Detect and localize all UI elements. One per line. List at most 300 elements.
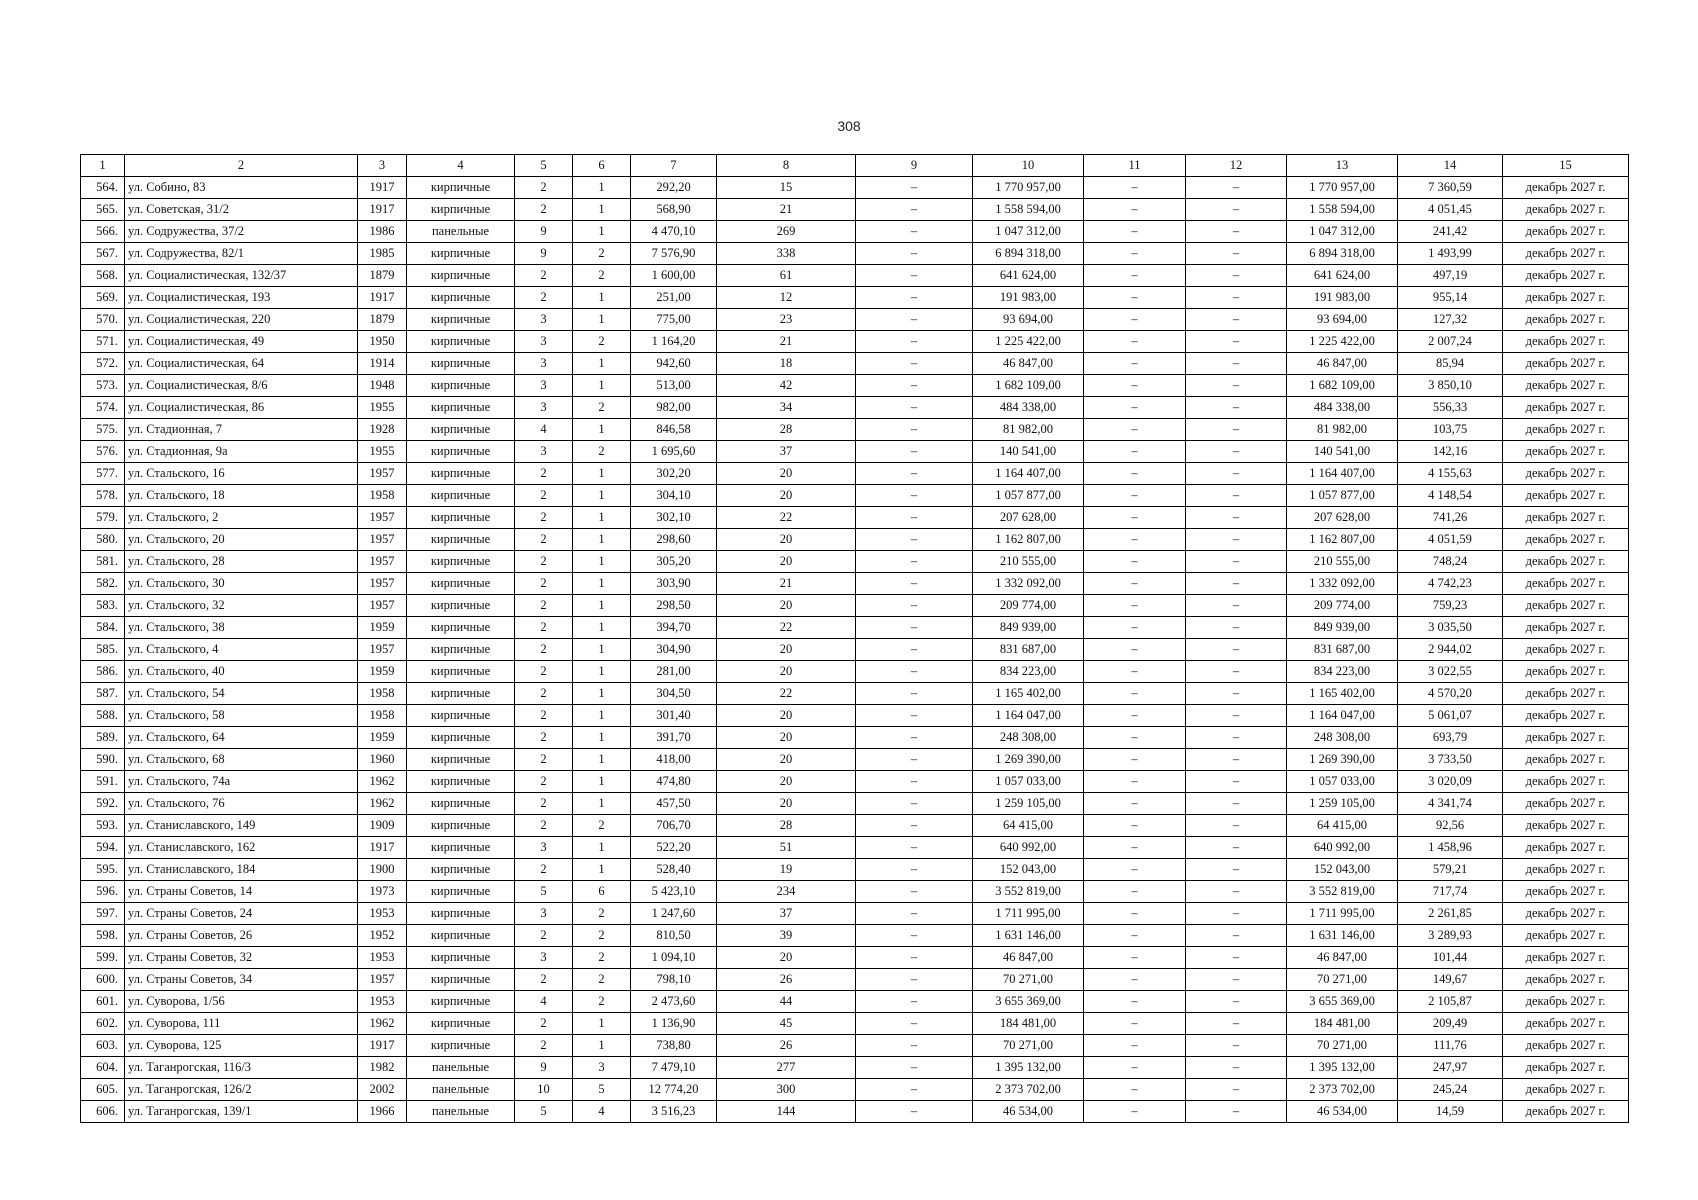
- table-cell-col-6: 1: [573, 771, 631, 793]
- table-cell-col-4: кирпичные: [407, 705, 515, 727]
- table-cell-col-1: 589.: [81, 727, 125, 749]
- table-cell-col-12: –: [1186, 1079, 1287, 1101]
- table-cell-col-13: 191 983,00: [1287, 287, 1398, 309]
- table-cell-col-12: –: [1186, 551, 1287, 573]
- table-cell-col-4: кирпичные: [407, 463, 515, 485]
- table-cell-col-15: декабрь 2027 г.: [1503, 705, 1629, 727]
- table-cell-col-14: 101,44: [1398, 947, 1503, 969]
- table-cell-col-12: –: [1186, 991, 1287, 1013]
- column-header-6: 6: [573, 155, 631, 177]
- table-cell-col-6: 1: [573, 287, 631, 309]
- table-cell-col-3: 1962: [358, 771, 407, 793]
- table-cell-col-8: 20: [717, 551, 856, 573]
- table-cell-col-8: 269: [717, 221, 856, 243]
- table-cell-col-12: –: [1186, 331, 1287, 353]
- table-cell-col-2: ул. Страны Советов, 26: [125, 925, 358, 947]
- table-cell-col-12: –: [1186, 815, 1287, 837]
- table-cell-col-8: 61: [717, 265, 856, 287]
- table-cell-col-6: 1: [573, 837, 631, 859]
- table-cell-col-2: ул. Стальского, 16: [125, 463, 358, 485]
- table-cell-col-12: –: [1186, 485, 1287, 507]
- table-cell-col-4: кирпичные: [407, 199, 515, 221]
- table-cell-col-7: 2 473,60: [631, 991, 717, 1013]
- table-cell-col-5: 3: [515, 309, 573, 331]
- table-cell-col-1: 587.: [81, 683, 125, 705]
- table-cell-col-4: кирпичные: [407, 1035, 515, 1057]
- table-cell-col-3: 1955: [358, 441, 407, 463]
- table-cell-col-14: 1 493,99: [1398, 243, 1503, 265]
- table-cell-col-4: кирпичные: [407, 529, 515, 551]
- table-cell-col-3: 1957: [358, 573, 407, 595]
- table-cell-col-15: декабрь 2027 г.: [1503, 463, 1629, 485]
- table-row: [81, 463, 1629, 485]
- table-cell-col-1: 597.: [81, 903, 125, 925]
- table-cell-col-11: –: [1084, 815, 1186, 837]
- table-cell-col-2: ул. Стальского, 38: [125, 617, 358, 639]
- table-row: [81, 375, 1629, 397]
- table-cell-col-15: декабрь 2027 г.: [1503, 859, 1629, 881]
- table-cell-col-2: ул. Содружества, 37/2: [125, 221, 358, 243]
- table-cell-col-4: панельные: [407, 1101, 515, 1123]
- table-cell-col-13: 248 308,00: [1287, 727, 1398, 749]
- table-cell-col-4: кирпичные: [407, 309, 515, 331]
- table-cell-col-6: 1: [573, 683, 631, 705]
- table-cell-col-15: декабрь 2027 г.: [1503, 925, 1629, 947]
- table-cell-col-7: 5 423,10: [631, 881, 717, 903]
- table-cell-col-10: 834 223,00: [973, 661, 1084, 683]
- table-cell-col-4: кирпичные: [407, 991, 515, 1013]
- table-cell-col-7: 528,40: [631, 859, 717, 881]
- table-cell-col-12: –: [1186, 441, 1287, 463]
- table-cell-col-9: –: [856, 441, 973, 463]
- table-cell-col-9: –: [856, 595, 973, 617]
- table-cell-col-15: декабрь 2027 г.: [1503, 947, 1629, 969]
- table-cell-col-4: кирпичные: [407, 353, 515, 375]
- table-cell-col-10: 3 655 369,00: [973, 991, 1084, 1013]
- table-cell-col-7: 12 774,20: [631, 1079, 717, 1101]
- table-cell-col-13: 1 162 807,00: [1287, 529, 1398, 551]
- table-cell-col-5: 2: [515, 815, 573, 837]
- table-cell-col-2: ул. Страны Советов, 24: [125, 903, 358, 925]
- table-cell-col-2: ул. Стадионная, 7: [125, 419, 358, 441]
- table-cell-col-1: 575.: [81, 419, 125, 441]
- table-cell-col-1: 586.: [81, 661, 125, 683]
- table-cell-col-9: –: [856, 639, 973, 661]
- table-row: [81, 353, 1629, 375]
- table-cell-col-15: декабрь 2027 г.: [1503, 815, 1629, 837]
- table-cell-col-8: 18: [717, 353, 856, 375]
- table-cell-col-13: 641 624,00: [1287, 265, 1398, 287]
- table-cell-col-8: 28: [717, 419, 856, 441]
- table-cell-col-2: ул. Социалистическая, 86: [125, 397, 358, 419]
- table-cell-col-14: 4 155,63: [1398, 463, 1503, 485]
- table-cell-col-15: декабрь 2027 г.: [1503, 639, 1629, 661]
- table-cell-col-8: 144: [717, 1101, 856, 1123]
- table-cell-col-15: декабрь 2027 г.: [1503, 749, 1629, 771]
- table-cell-col-15: декабрь 2027 г.: [1503, 529, 1629, 551]
- table-cell-col-9: –: [856, 1079, 973, 1101]
- table-cell-col-13: 1 165 402,00: [1287, 683, 1398, 705]
- table-cell-col-10: 1 259 105,00: [973, 793, 1084, 815]
- table-cell-col-9: –: [856, 837, 973, 859]
- table-cell-col-8: 20: [717, 947, 856, 969]
- table-cell-col-3: 1985: [358, 243, 407, 265]
- table-cell-col-15: декабрь 2027 г.: [1503, 617, 1629, 639]
- table-row: [81, 287, 1629, 309]
- column-header-8: 8: [717, 155, 856, 177]
- table-cell-col-9: –: [856, 529, 973, 551]
- table-cell-col-1: 569.: [81, 287, 125, 309]
- table-cell-col-11: –: [1084, 529, 1186, 551]
- table-cell-col-11: –: [1084, 331, 1186, 353]
- table-cell-col-4: кирпичные: [407, 859, 515, 881]
- table-cell-col-8: 51: [717, 837, 856, 859]
- table-cell-col-10: 1 770 957,00: [973, 177, 1084, 199]
- table-cell-col-3: 1955: [358, 397, 407, 419]
- table-cell-col-11: –: [1084, 793, 1186, 815]
- table-cell-col-14: 4 570,20: [1398, 683, 1503, 705]
- table-cell-col-14: 245,24: [1398, 1079, 1503, 1101]
- table-cell-col-5: 2: [515, 705, 573, 727]
- table-cell-col-3: 1917: [358, 177, 407, 199]
- table-cell-col-5: 2: [515, 749, 573, 771]
- table-cell-col-1: 564.: [81, 177, 125, 199]
- table-cell-col-8: 37: [717, 903, 856, 925]
- table-cell-col-10: 1 047 312,00: [973, 221, 1084, 243]
- table-cell-col-13: 210 555,00: [1287, 551, 1398, 573]
- table-cell-col-10: 2 373 702,00: [973, 1079, 1084, 1101]
- table-cell-col-2: ул. Станиславского, 162: [125, 837, 358, 859]
- table-cell-col-13: 140 541,00: [1287, 441, 1398, 463]
- table-cell-col-15: декабрь 2027 г.: [1503, 573, 1629, 595]
- table-row: [81, 573, 1629, 595]
- table-cell-col-15: декабрь 2027 г.: [1503, 507, 1629, 529]
- table-cell-col-12: –: [1186, 507, 1287, 529]
- table-cell-col-1: 599.: [81, 947, 125, 969]
- table-cell-col-4: панельные: [407, 1057, 515, 1079]
- table-cell-col-8: 26: [717, 1035, 856, 1057]
- table-cell-col-7: 942,60: [631, 353, 717, 375]
- table-row: [81, 661, 1629, 683]
- table-cell-col-7: 394,70: [631, 617, 717, 639]
- table-cell-col-2: ул. Таганрогская, 139/1: [125, 1101, 358, 1123]
- table-cell-col-4: кирпичные: [407, 969, 515, 991]
- table-cell-col-4: кирпичные: [407, 573, 515, 595]
- table-cell-col-6: 2: [573, 925, 631, 947]
- table-cell-col-10: 1 631 146,00: [973, 925, 1084, 947]
- table-cell-col-6: 1: [573, 375, 631, 397]
- table-cell-col-14: 579,21: [1398, 859, 1503, 881]
- table-cell-col-13: 1 269 390,00: [1287, 749, 1398, 771]
- table-cell-col-11: –: [1084, 969, 1186, 991]
- table-cell-col-3: 1879: [358, 265, 407, 287]
- table-cell-col-9: –: [856, 749, 973, 771]
- table-cell-col-7: 7 479,10: [631, 1057, 717, 1079]
- table-cell-col-15: декабрь 2027 г.: [1503, 551, 1629, 573]
- table-cell-col-4: кирпичные: [407, 265, 515, 287]
- table-cell-col-13: 81 982,00: [1287, 419, 1398, 441]
- table-cell-col-13: 93 694,00: [1287, 309, 1398, 331]
- table-cell-col-15: декабрь 2027 г.: [1503, 771, 1629, 793]
- table-cell-col-2: ул. Стальского, 74а: [125, 771, 358, 793]
- table-cell-col-4: панельные: [407, 1079, 515, 1101]
- table-cell-col-7: 1 247,60: [631, 903, 717, 925]
- table-cell-col-11: –: [1084, 551, 1186, 573]
- table-cell-col-4: кирпичные: [407, 881, 515, 903]
- table-cell-col-2: ул. Стальского, 20: [125, 529, 358, 551]
- table-cell-col-4: кирпичные: [407, 507, 515, 529]
- table-cell-col-15: декабрь 2027 г.: [1503, 969, 1629, 991]
- table-cell-col-6: 1: [573, 793, 631, 815]
- table-cell-col-14: 111,76: [1398, 1035, 1503, 1057]
- table-cell-col-12: –: [1186, 837, 1287, 859]
- table-cell-col-14: 3 850,10: [1398, 375, 1503, 397]
- table-cell-col-9: –: [856, 573, 973, 595]
- table-cell-col-14: 4 148,54: [1398, 485, 1503, 507]
- table-cell-col-13: 1 631 146,00: [1287, 925, 1398, 947]
- table-cell-col-2: ул. Собино, 83: [125, 177, 358, 199]
- table-cell-col-15: декабрь 2027 г.: [1503, 1035, 1629, 1057]
- table-cell-col-2: ул. Суворова, 125: [125, 1035, 358, 1057]
- table-cell-col-7: 298,50: [631, 595, 717, 617]
- table-cell-col-15: декабрь 2027 г.: [1503, 595, 1629, 617]
- table-cell-col-12: –: [1186, 771, 1287, 793]
- table-cell-col-10: 209 774,00: [973, 595, 1084, 617]
- table-cell-col-9: –: [856, 705, 973, 727]
- table-cell-col-7: 738,80: [631, 1035, 717, 1057]
- table-cell-col-5: 2: [515, 529, 573, 551]
- table-cell-col-12: –: [1186, 375, 1287, 397]
- table-cell-col-12: –: [1186, 705, 1287, 727]
- table-cell-col-10: 1 164 407,00: [973, 463, 1084, 485]
- table-row: [81, 1079, 1629, 1101]
- table-cell-col-7: 513,00: [631, 375, 717, 397]
- table-cell-col-11: –: [1084, 683, 1186, 705]
- table-cell-col-3: 1879: [358, 309, 407, 331]
- table-row: [81, 705, 1629, 727]
- table-cell-col-11: –: [1084, 1057, 1186, 1079]
- table-cell-col-14: 759,23: [1398, 595, 1503, 617]
- table-cell-col-9: –: [856, 1057, 973, 1079]
- table-cell-col-9: –: [856, 617, 973, 639]
- table-cell-col-11: –: [1084, 1079, 1186, 1101]
- table-cell-col-4: кирпичные: [407, 441, 515, 463]
- table-cell-col-5: 2: [515, 859, 573, 881]
- table-cell-col-14: 241,42: [1398, 221, 1503, 243]
- table-cell-col-8: 37: [717, 441, 856, 463]
- table-cell-col-2: ул. Стальского, 18: [125, 485, 358, 507]
- table-cell-col-2: ул. Стальского, 2: [125, 507, 358, 529]
- table-cell-col-11: –: [1084, 1101, 1186, 1123]
- table-cell-col-5: 2: [515, 485, 573, 507]
- table-cell-col-11: –: [1084, 617, 1186, 639]
- table-cell-col-13: 1 057 877,00: [1287, 485, 1398, 507]
- table-cell-col-15: декабрь 2027 г.: [1503, 1057, 1629, 1079]
- table-cell-col-7: 1 600,00: [631, 265, 717, 287]
- table-cell-col-9: –: [856, 771, 973, 793]
- table-cell-col-4: кирпичные: [407, 287, 515, 309]
- column-header-5: 5: [515, 155, 573, 177]
- table-cell-col-8: 15: [717, 177, 856, 199]
- table-row: [81, 551, 1629, 573]
- table-cell-col-1: 581.: [81, 551, 125, 573]
- table-cell-col-2: ул. Социалистическая, 220: [125, 309, 358, 331]
- table-row: [81, 771, 1629, 793]
- table-row: [81, 595, 1629, 617]
- table-row: [81, 683, 1629, 705]
- table-cell-col-2: ул. Стадионная, 9а: [125, 441, 358, 463]
- table-cell-col-13: 1 225 422,00: [1287, 331, 1398, 353]
- table-cell-col-7: 1 094,10: [631, 947, 717, 969]
- table-cell-col-3: 1953: [358, 947, 407, 969]
- table-cell-col-3: 1957: [358, 463, 407, 485]
- table-cell-col-5: 2: [515, 199, 573, 221]
- column-header-1: 1: [81, 155, 125, 177]
- table-cell-col-10: 640 992,00: [973, 837, 1084, 859]
- table-cell-col-11: –: [1084, 573, 1186, 595]
- table-cell-col-3: 1959: [358, 727, 407, 749]
- table-row: [81, 837, 1629, 859]
- column-header-11: 11: [1084, 155, 1186, 177]
- table-cell-col-2: ул. Социалистическая, 193: [125, 287, 358, 309]
- table-row: [81, 969, 1629, 991]
- table-cell-col-6: 1: [573, 463, 631, 485]
- table-cell-col-15: декабрь 2027 г.: [1503, 243, 1629, 265]
- table-cell-col-4: кирпичные: [407, 793, 515, 815]
- table-cell-col-10: 484 338,00: [973, 397, 1084, 419]
- table-cell-col-6: 1: [573, 507, 631, 529]
- table-cell-col-7: 304,90: [631, 639, 717, 661]
- table-cell-col-7: 775,00: [631, 309, 717, 331]
- table-cell-col-5: 2: [515, 287, 573, 309]
- table-cell-col-8: 20: [717, 749, 856, 771]
- table-cell-col-3: 2002: [358, 1079, 407, 1101]
- table-cell-col-8: 20: [717, 661, 856, 683]
- column-header-12: 12: [1186, 155, 1287, 177]
- table-cell-col-8: 19: [717, 859, 856, 881]
- table-cell-col-14: 7 360,59: [1398, 177, 1503, 199]
- table-cell-col-4: кирпичные: [407, 683, 515, 705]
- table-cell-col-13: 184 481,00: [1287, 1013, 1398, 1035]
- table-cell-col-1: 567.: [81, 243, 125, 265]
- table-cell-col-2: ул. Таганрогская, 126/2: [125, 1079, 358, 1101]
- table-cell-col-14: 2 105,87: [1398, 991, 1503, 1013]
- column-header-10: 10: [973, 155, 1084, 177]
- table-cell-col-12: –: [1186, 925, 1287, 947]
- table-cell-col-1: 605.: [81, 1079, 125, 1101]
- table-cell-col-4: кирпичные: [407, 243, 515, 265]
- table-cell-col-1: 598.: [81, 925, 125, 947]
- table-cell-col-8: 234: [717, 881, 856, 903]
- table-cell-col-13: 46 847,00: [1287, 947, 1398, 969]
- table-cell-col-6: 1: [573, 573, 631, 595]
- table-cell-col-1: 568.: [81, 265, 125, 287]
- table-cell-col-9: –: [856, 243, 973, 265]
- table-cell-col-6: 5: [573, 1079, 631, 1101]
- table-cell-col-1: 578.: [81, 485, 125, 507]
- table-row: [81, 485, 1629, 507]
- table-cell-col-7: 418,00: [631, 749, 717, 771]
- table-cell-col-9: –: [856, 485, 973, 507]
- table-cell-col-2: ул. Стальского, 30: [125, 573, 358, 595]
- table-cell-col-6: 2: [573, 903, 631, 925]
- table-cell-col-1: 577.: [81, 463, 125, 485]
- table-cell-col-10: 1 057 877,00: [973, 485, 1084, 507]
- table-cell-col-5: 9: [515, 221, 573, 243]
- table-cell-col-7: 302,10: [631, 507, 717, 529]
- table-cell-col-10: 46 847,00: [973, 947, 1084, 969]
- table-cell-col-3: 1917: [358, 287, 407, 309]
- table-cell-col-2: ул. Стальского, 4: [125, 639, 358, 661]
- table-cell-col-12: –: [1186, 727, 1287, 749]
- table-cell-col-4: кирпичные: [407, 375, 515, 397]
- table-cell-col-14: 103,75: [1398, 419, 1503, 441]
- table-row: [81, 881, 1629, 903]
- table-cell-col-7: 846,58: [631, 419, 717, 441]
- table-cell-col-9: –: [856, 287, 973, 309]
- table-cell-col-6: 1: [573, 1035, 631, 1057]
- table-cell-col-4: кирпичные: [407, 419, 515, 441]
- table-cell-col-5: 2: [515, 265, 573, 287]
- table-cell-col-6: 2: [573, 441, 631, 463]
- table-cell-col-7: 7 576,90: [631, 243, 717, 265]
- table-cell-col-14: 3 035,50: [1398, 617, 1503, 639]
- table-cell-col-5: 3: [515, 397, 573, 419]
- table-cell-col-13: 209 774,00: [1287, 595, 1398, 617]
- table-cell-col-14: 2 007,24: [1398, 331, 1503, 353]
- table-cell-col-2: ул. Социалистическая, 8/6: [125, 375, 358, 397]
- table-cell-col-8: 338: [717, 243, 856, 265]
- table-row: [81, 1101, 1629, 1123]
- table-cell-col-12: –: [1186, 1035, 1287, 1057]
- table-cell-col-15: декабрь 2027 г.: [1503, 881, 1629, 903]
- table-cell-col-14: 92,56: [1398, 815, 1503, 837]
- table-row: [81, 639, 1629, 661]
- table-cell-col-3: 1958: [358, 683, 407, 705]
- table-cell-col-3: 1948: [358, 375, 407, 397]
- table-cell-col-4: кирпичные: [407, 485, 515, 507]
- table-cell-col-14: 149,67: [1398, 969, 1503, 991]
- table-row: [81, 397, 1629, 419]
- table-cell-col-3: 1953: [358, 991, 407, 1013]
- column-header-2: 2: [125, 155, 358, 177]
- table-cell-col-12: –: [1186, 749, 1287, 771]
- table-cell-col-6: 1: [573, 859, 631, 881]
- table-cell-col-10: 64 415,00: [973, 815, 1084, 837]
- table-cell-col-9: –: [856, 683, 973, 705]
- column-header-4: 4: [407, 155, 515, 177]
- table-cell-col-13: 1 164 407,00: [1287, 463, 1398, 485]
- table-cell-col-6: 2: [573, 397, 631, 419]
- table-cell-col-9: –: [856, 991, 973, 1013]
- table-cell-col-2: ул. Стальского, 64: [125, 727, 358, 749]
- table-row: [81, 947, 1629, 969]
- table-cell-col-6: 2: [573, 969, 631, 991]
- table-cell-col-9: –: [856, 309, 973, 331]
- table-cell-col-13: 2 373 702,00: [1287, 1079, 1398, 1101]
- table-cell-col-7: 3 516,23: [631, 1101, 717, 1123]
- table-cell-col-8: 20: [717, 771, 856, 793]
- table-cell-col-15: декабрь 2027 г.: [1503, 287, 1629, 309]
- table-row: [81, 925, 1629, 947]
- table-cell-col-15: декабрь 2027 г.: [1503, 661, 1629, 683]
- table-cell-col-11: –: [1084, 199, 1186, 221]
- table-cell-col-7: 810,50: [631, 925, 717, 947]
- table-cell-col-13: 1 770 957,00: [1287, 177, 1398, 199]
- table-cell-col-7: 1 136,90: [631, 1013, 717, 1035]
- table-cell-col-11: –: [1084, 463, 1186, 485]
- table-cell-col-2: ул. Таганрогская, 116/3: [125, 1057, 358, 1079]
